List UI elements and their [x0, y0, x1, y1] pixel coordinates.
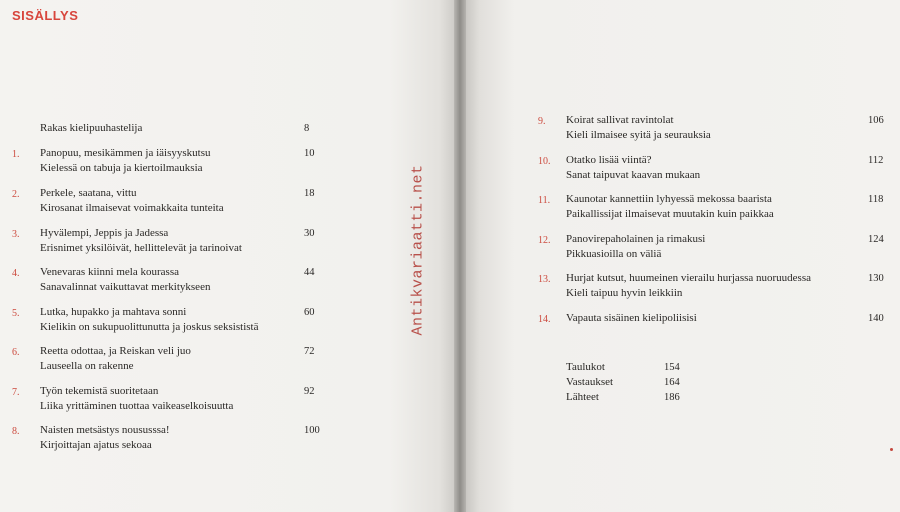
toc-entry-subtitle: Paikallissijat ilmaisevat muutakin kuin paikkaa — [566, 208, 774, 220]
toc-chapter-number: 11. — [538, 195, 551, 206]
toc-entry-title: Naisten metsästys noususssa! — [40, 424, 170, 436]
toc-entry-6 — [12, 344, 332, 374]
toc-entry-subtitle: Liika yrittäminen tuottaa vaikeaselkoisuutta — [40, 400, 234, 412]
toc-page-number: 72 — [304, 346, 315, 357]
appendix-page-number: 154 — [664, 362, 680, 373]
toc-page-number: 118 — [868, 194, 884, 205]
toc-entry-11 — [538, 192, 888, 222]
toc-entry-subtitle: Pikkuasioilla on väliä — [566, 248, 662, 260]
toc-entry-title: Panopuu, mesikämmen ja iäisyyskutsu — [40, 147, 211, 159]
toc-page-number: 10 — [304, 148, 315, 159]
toc-entry-title: Koirat sallivat ravintolat — [566, 114, 674, 126]
toc-chapter-number: 5. — [12, 308, 20, 319]
toc-entry-title: Otatko lisää viintä? — [566, 154, 652, 166]
toc-entry-title: Hyvälempi, Jeppis ja Jadessa — [40, 227, 169, 239]
toc-entry-title: Työn tekemistä suoritetaan — [40, 385, 159, 397]
toc-entry-10 — [538, 153, 888, 183]
toc-entry-subtitle: Lauseella on rakenne — [40, 360, 134, 372]
toc-entry-title: Reetta odottaa, ja Reiskan veli juo — [40, 345, 191, 357]
toc-chapter-number: 13. — [538, 274, 551, 285]
toc-page-number: 8 — [304, 123, 310, 134]
toc-entry-subtitle: Kielikin on sukupuolittunutta ja joskus seksististä — [40, 321, 259, 333]
toc-entry-9 — [538, 113, 888, 143]
toc-page-number: 140 — [868, 313, 884, 324]
appendix-label: Vastaukset — [566, 376, 614, 388]
book-gutter — [454, 0, 466, 512]
toc-chapter-number: 1. — [12, 149, 20, 160]
toc-entry-7 — [12, 384, 332, 414]
toc-chapter-number: 8. — [12, 426, 20, 437]
toc-entry-3 — [12, 226, 332, 256]
toc-page-number: 100 — [304, 425, 320, 436]
toc-entry-title: Venevaras kiinni mela kourassa — [40, 266, 179, 278]
toc-chapter-number: 10. — [538, 156, 551, 167]
toc-entry-14 — [538, 311, 888, 326]
toc-entry-title: Vapauta sisäinen kielipoliisisi — [566, 312, 697, 324]
toc-page-number: 130 — [868, 273, 884, 284]
watermark-text: Antikvariaatti.net — [409, 164, 427, 336]
toc-entry-2 — [12, 186, 332, 216]
toc-entry-title: Kaunotar kannettiin lyhyessä mekossa baarista — [566, 193, 772, 205]
page-title: SISÄLLYS — [12, 8, 79, 23]
toc-entry-13 — [538, 271, 888, 301]
toc-entry-8 — [12, 423, 332, 453]
toc-page-number: 124 — [868, 234, 884, 245]
toc-page-number: 30 — [304, 228, 315, 239]
toc-entry-title: Rakas kielipuuhastelija — [40, 122, 143, 134]
toc-chapter-number: 7. — [12, 387, 20, 398]
toc-entry-4 — [12, 265, 332, 295]
toc-page-number: 106 — [868, 115, 884, 126]
toc-page-number: 92 — [304, 386, 315, 397]
toc-entry-subtitle: Kieli taipuu hyvin leikkiin — [566, 287, 683, 299]
toc-entry-12 — [538, 232, 888, 262]
toc-entry-subtitle: Kirjoittajan ajatus sekoaa — [40, 439, 152, 451]
toc-entry-title: Lutka, hupakko ja mahtava sonni — [40, 306, 187, 318]
toc-entry-title: Hurjat kutsut, huumeinen vierailu hurjassa nuoruudessa — [566, 272, 812, 284]
toc-entry-title: Panovirepaholainen ja rimakusi — [566, 233, 706, 245]
toc-chapter-number: 6. — [12, 347, 20, 358]
toc-entry-subtitle: Sanavalinnat vaikuttavat merkitykseen — [40, 281, 211, 293]
toc-chapter-number: 9. — [538, 116, 546, 127]
toc-chapter-number: 2. — [12, 189, 20, 200]
appendix-label: Taulukot — [566, 361, 605, 373]
appendix-label: Lähteet — [566, 391, 599, 403]
appendix-page-number: 186 — [664, 392, 680, 403]
toc-entry-intro — [12, 121, 332, 136]
toc-entry-subtitle: Kirosanat ilmaisevat voimakkaita tunteita — [40, 202, 224, 214]
appendix-page-number: 164 — [664, 377, 680, 388]
toc-page-number: 60 — [304, 307, 315, 318]
toc-entry-1 — [12, 146, 332, 176]
toc-entry-subtitle: Sanat taipuvat kaavan mukaan — [566, 169, 701, 181]
toc-entry-subtitle: Erisnimet yksilöivät, hellittelevät ja tarinoivat — [40, 242, 242, 254]
toc-entry-title: Perkele, saatana, vittu — [40, 187, 137, 199]
red-mark-dot — [890, 448, 893, 451]
toc-chapter-number: 12. — [538, 235, 551, 246]
toc-chapter-number: 4. — [12, 268, 20, 279]
toc-entry-subtitle: Kielessä on tabuja ja kiertoilmauksia — [40, 162, 203, 174]
toc-chapter-number: 14. — [538, 314, 551, 325]
toc-page-number: 18 — [304, 188, 315, 199]
toc-page-number: 44 — [304, 267, 315, 278]
toc-entry-5 — [12, 305, 332, 335]
toc-chapter-number: 3. — [12, 229, 20, 240]
toc-page-number: 112 — [868, 155, 884, 166]
toc-entry-subtitle: Kieli ilmaisee syitä ja seurauksia — [566, 129, 711, 141]
